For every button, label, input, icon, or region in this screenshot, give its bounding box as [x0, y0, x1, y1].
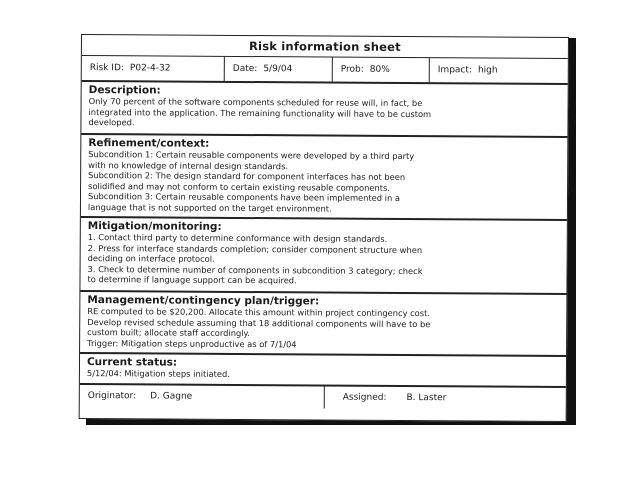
- prob-label: Prob:: [340, 64, 364, 75]
- originator-value: D. Gagne: [150, 391, 193, 402]
- description-line: integrated into the application. The remaining functionality will have to be custom: [88, 106, 432, 119]
- impact-cell: [430, 58, 568, 83]
- impact-value: high: [477, 65, 498, 76]
- date-label: Date:: [232, 63, 258, 75]
- assigned-cell: [325, 386, 566, 409]
- refinement-line: solidified and may not conform to certain existing reusable components.: [88, 180, 390, 193]
- originator-cell: [80, 385, 325, 408]
- refinement-heading: Refinement/context:: [88, 137, 210, 150]
- refinement-line: with no knowledge of internal design standards.: [88, 159, 289, 171]
- management-line: custom built; allocate staff accordingly.: [87, 327, 250, 339]
- mitigation-heading: Mitigation/monitoring:: [87, 220, 222, 233]
- originator-label: Originator:: [87, 391, 137, 402]
- refinement-section: [81, 135, 567, 221]
- mitigation-line: 2. Press for interface standards completion; consider component structure when: [87, 242, 423, 255]
- mitigation-line: deciding on interface protocol.: [87, 253, 215, 264]
- prob-value: 80%: [369, 64, 390, 75]
- management-line: RE computed to be $20,200. Allocate this amount within project contingency cost.: [87, 306, 431, 319]
- mitigation-section: [80, 218, 566, 295]
- description-line: Only 70 percent of the software components scheduled for reuse will, in fact, be: [88, 96, 423, 109]
- footer-row: [80, 385, 566, 410]
- mitigation-line: 1. Contact third party to determine conformance with design standards.: [87, 232, 388, 244]
- status-section: [80, 354, 566, 388]
- assigned-label: Assigned:: [342, 392, 387, 403]
- impact-label: Impact:: [437, 65, 472, 76]
- description-section: [81, 82, 567, 138]
- date-value: 5/9/04: [263, 64, 293, 75]
- risk-id-value: P02-4-32: [129, 63, 171, 74]
- prob-cell: [333, 58, 430, 83]
- mitigation-line: to determine if language support can be acquired.: [87, 274, 297, 286]
- description-line: developed.: [88, 117, 135, 128]
- refinement-line: Subcondition 3: Certain reusable components have been implemented in a: [87, 191, 401, 203]
- risk-information-sheet: [79, 34, 569, 422]
- status-line: 5/12/04: Mitigation steps initiated.: [86, 368, 230, 379]
- risk-id-label: Risk ID:: [89, 63, 124, 74]
- refinement-line: language that is not supported on the target environment.: [87, 201, 332, 214]
- mitigation-line: 3. Check to determine number of components in subcondition 3 category; check: [87, 263, 423, 276]
- management-line: Develop revised schedule assuming that 18 additional components will have to be: [87, 316, 431, 329]
- meta-row: [82, 56, 568, 85]
- date-cell: [225, 57, 333, 82]
- management-line: Trigger: Mitigation steps unproductive as of 7/1/04: [87, 337, 297, 349]
- description-heading: Description:: [88, 84, 161, 97]
- risk-id-cell: [82, 56, 225, 81]
- sheet-title: Risk information sheet: [82, 35, 568, 59]
- refinement-line: Subcondition 2: The design standard for component interfaces has not been: [88, 170, 406, 182]
- management-heading: Management/contingency plan/trigger:: [87, 294, 320, 308]
- refinement-line: Subcondition 1: Certain reusable components were developed by a third party: [88, 149, 415, 162]
- status-heading: Current status:: [86, 356, 178, 369]
- assigned-value: B. Laster: [406, 392, 447, 404]
- management-section: [80, 292, 566, 357]
